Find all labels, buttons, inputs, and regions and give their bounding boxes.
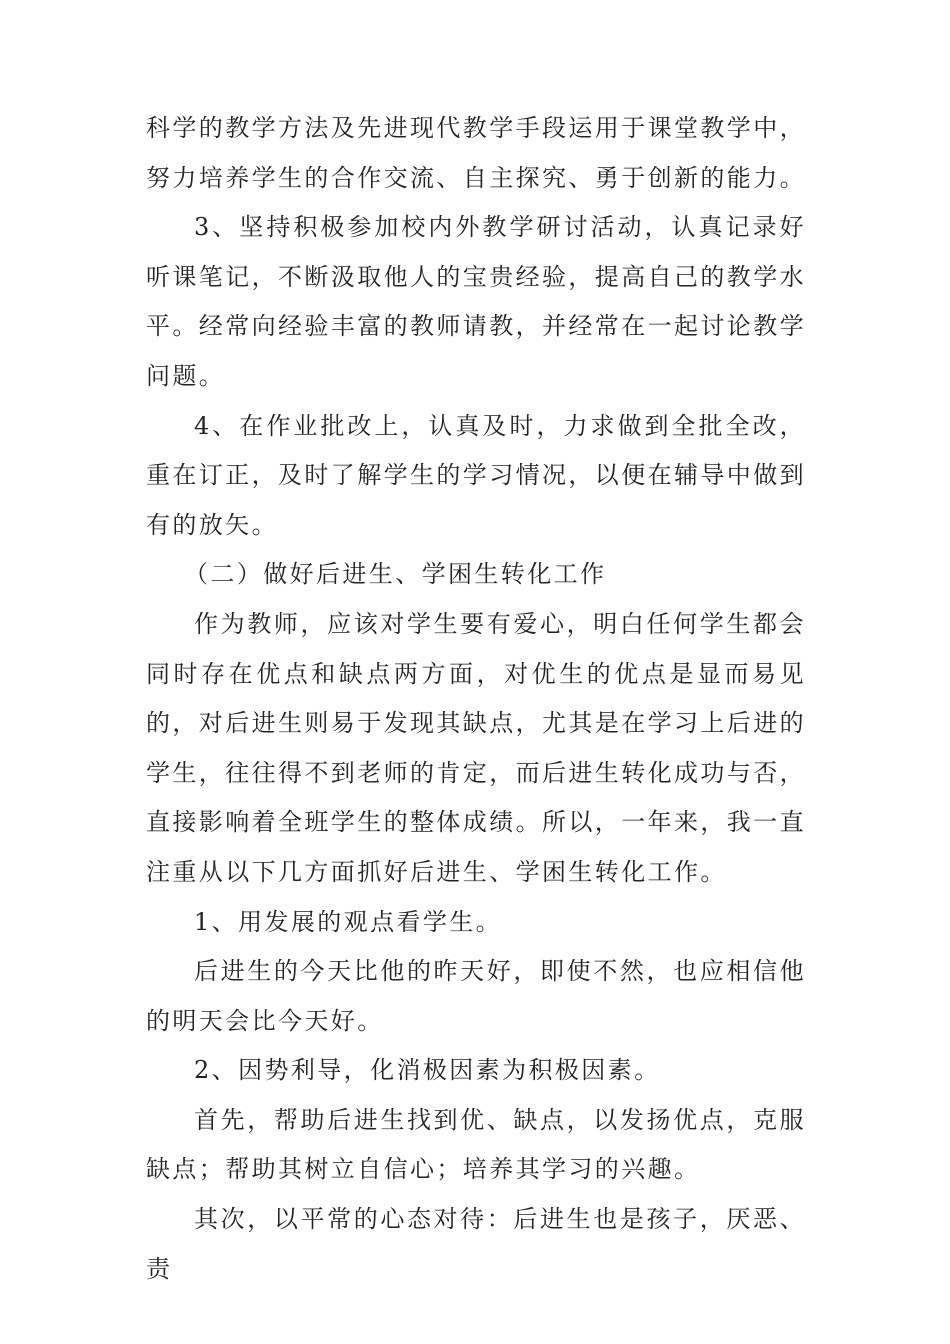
paragraph-point-1: 1、用发展的观点看学生。 xyxy=(194,907,503,936)
paragraph-point-2-second: 其次，以平常的心态对待：后进生也是孩子，厌恶、责 xyxy=(146,1205,806,1283)
paragraph-intro: 作为教师，应该对学生要有爱心，明白任何学生都会同时存在优点和缺点两方面，对优生的优点是显而易见的，对后进生则易于发现其缺点，尤其是在学习上后进的学生，往往得不到老师的肯定，而后进生转化成功与否，直接影响着全班学生的整体成绩。所以，一年来，我一直注重从以下几方面抓好后进生、学困生转化工作。 xyxy=(146,609,806,886)
section-heading: （二）做好后进生、学困生转化工作 xyxy=(184,560,607,589)
paragraph-continuation: 科学的教学方法及先进现代教学手段运用于课堂教学中，努力培养学生的合作交流、自主探究、勇于创新的能力。 xyxy=(146,114,806,192)
paragraph-point-2-first: 首先，帮助后进生找到优、缺点，以发扬优点，克服缺点；帮助其树立自信心；培养其学习的兴趣。 xyxy=(146,1105,806,1184)
paragraph-point-1-detail: 后进生的今天比他的昨天好，即使不然，也应相信他的明天会比今天好。 xyxy=(146,957,806,1035)
document-body xyxy=(146,104,806,1294)
paragraph-item-3: 3、坚持积极参加校内外教学研讨活动，认真记录好听课笔记，不断汲取他人的宝贵经验，提高自己的教学水平。经常向经验丰富的教师请教，并经常在一起讨论教学问题。 xyxy=(146,213,806,390)
paragraph-point-2: 2、因势利导，化消极因素为积极因素。 xyxy=(194,1056,661,1085)
paragraph-item-4: 4、在作业批改上，认真及时，力求做到全批全改，重在订正，及时了解学生的学习情况，以便在辅导中做到有的放矢。 xyxy=(146,411,806,539)
